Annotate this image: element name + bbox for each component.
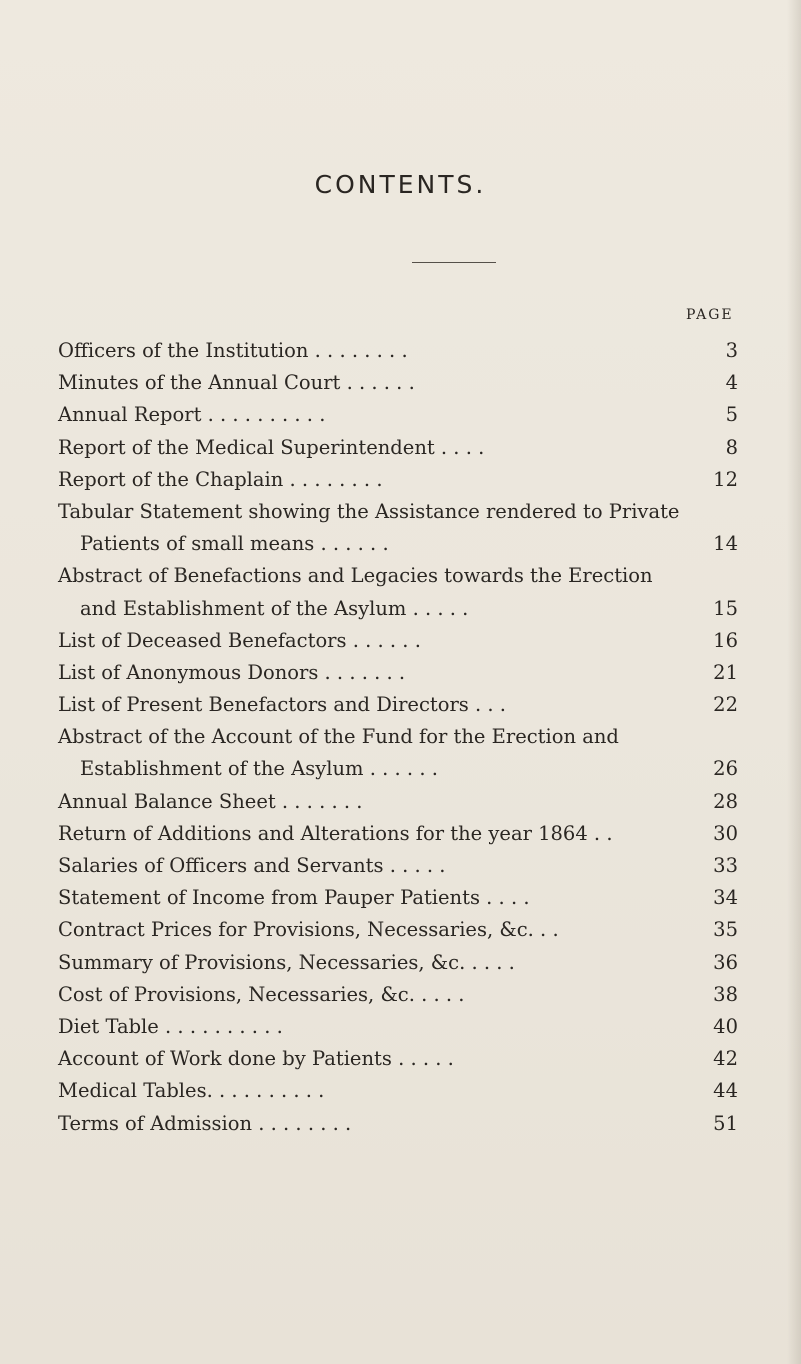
toc-entry-label: Report of the Chaplain . . . . . . . . (58, 467, 383, 491)
toc-entry-label: Return of Additions and Alterations for the year 1864 . . (58, 821, 613, 845)
toc-entry-label: Medical Tables. . . . . . . . . . (58, 1079, 325, 1103)
toc-entry-label: Account of Work done by Patients . . . . . (58, 1047, 454, 1071)
toc-entry-label: Summary of Provisions, Necessaries, &c. . . . . (58, 950, 515, 974)
toc-entry-page: 38 (713, 982, 738, 1006)
toc-entry-page: 28 (713, 789, 738, 813)
toc-entry-page: 22 (713, 693, 738, 717)
toc-entry (58, 657, 738, 689)
title-divider (412, 262, 496, 263)
toc-entry-page: 4 (725, 371, 738, 395)
toc-entry-page: 26 (713, 757, 738, 781)
toc-entry (58, 335, 738, 367)
toc-entry-page: 15 (713, 596, 738, 620)
toc-entry-label: List of Deceased Benefactors . . . . . . (58, 628, 421, 652)
toc-entry (58, 464, 738, 496)
toc-entry (58, 367, 738, 399)
toc-entry (58, 560, 738, 592)
toc-entry (58, 528, 738, 560)
toc-entry (58, 1075, 738, 1107)
toc-entry-page: 14 (713, 532, 738, 556)
toc-entry (58, 753, 738, 785)
toc-entry-label: List of Present Benefactors and Directors . . . (58, 693, 506, 717)
toc-entry-page: 21 (713, 660, 738, 684)
toc-entry-page: 35 (713, 918, 738, 942)
toc-entry-page: 30 (713, 821, 738, 845)
toc-entry-label: and Establishment of the Asylum . . . . . (80, 596, 469, 620)
toc-entry (58, 1108, 738, 1140)
toc-entry-label: Report of the Medical Superintendent . . . . (58, 435, 485, 459)
toc-entry (58, 786, 738, 818)
toc-entry (58, 914, 738, 946)
toc-entry-label: Establishment of the Asylum . . . . . . (80, 757, 438, 781)
toc-entry-page: 42 (713, 1047, 738, 1071)
toc-entry-label: Diet Table . . . . . . . . . . (58, 1014, 283, 1038)
toc-entry (58, 1043, 738, 1075)
toc-entry (58, 1011, 738, 1043)
toc-entry-page: 51 (713, 1111, 738, 1135)
page-title: CONTENTS. (314, 170, 487, 199)
toc-entry (58, 850, 738, 882)
toc-entry (58, 399, 738, 431)
toc-entry-label: Cost of Provisions, Necessaries, &c. . . . . (58, 982, 465, 1006)
toc-entry (58, 721, 738, 753)
toc-entry (58, 432, 738, 464)
toc-entry-label: Officers of the Institution . . . . . . . . (58, 339, 408, 362)
toc-entry-label: Patients of small means . . . . . . (80, 532, 389, 556)
toc-entry-label: Statement of Income from Pauper Patients . . . . (58, 886, 530, 910)
toc-entry-page: 36 (713, 950, 738, 974)
toc-entry-page: 34 (713, 886, 738, 910)
toc-entry-label: List of Anonymous Donors . . . . . . . (58, 660, 406, 684)
toc-entry-page: 33 (713, 854, 738, 877)
toc-entry (58, 818, 738, 850)
toc-entry-label: Annual Balance Sheet . . . . . . . (58, 789, 363, 813)
toc-entry-label: Terms of Admission . . . . . . . . (58, 1111, 352, 1135)
toc-entry (58, 593, 738, 625)
toc-entry-label: Contract Prices for Provisions, Necessaries, &c. . . (58, 918, 559, 942)
toc-entry-label: Salaries of Officers and Servants . . . . . (58, 854, 446, 877)
toc-entry-page: 44 (713, 1079, 738, 1103)
toc-entry-label: Minutes of the Annual Court . . . . . . (58, 371, 415, 395)
toc-entry-label: Tabular Statement showing the Assistance rendered to Private (58, 499, 680, 523)
toc-entry-label: Abstract of Benefactions and Legacies towards the Erection (58, 564, 653, 588)
toc-entry (58, 979, 738, 1011)
toc-entry (58, 496, 738, 528)
toc-entry-label: Annual Report . . . . . . . . . . (58, 403, 326, 427)
toc-entry-label: Abstract of the Account of the Fund for the Erection and (58, 725, 619, 749)
toc-entry-page: 5 (725, 403, 738, 427)
toc-entry (58, 947, 738, 979)
toc-entry-page: 12 (713, 467, 738, 491)
table-of-contents (58, 335, 738, 1140)
toc-entry-page: 3 (725, 339, 738, 362)
toc-entry (58, 882, 738, 914)
toc-entry-page: 8 (725, 435, 738, 459)
toc-entry (58, 625, 738, 657)
toc-entry-page: 40 (713, 1014, 738, 1038)
toc-entry-page: 16 (713, 628, 738, 652)
toc-entry (58, 689, 738, 721)
page-edge-shadow (787, 0, 801, 1364)
page-column-header: PAGE (686, 307, 734, 323)
